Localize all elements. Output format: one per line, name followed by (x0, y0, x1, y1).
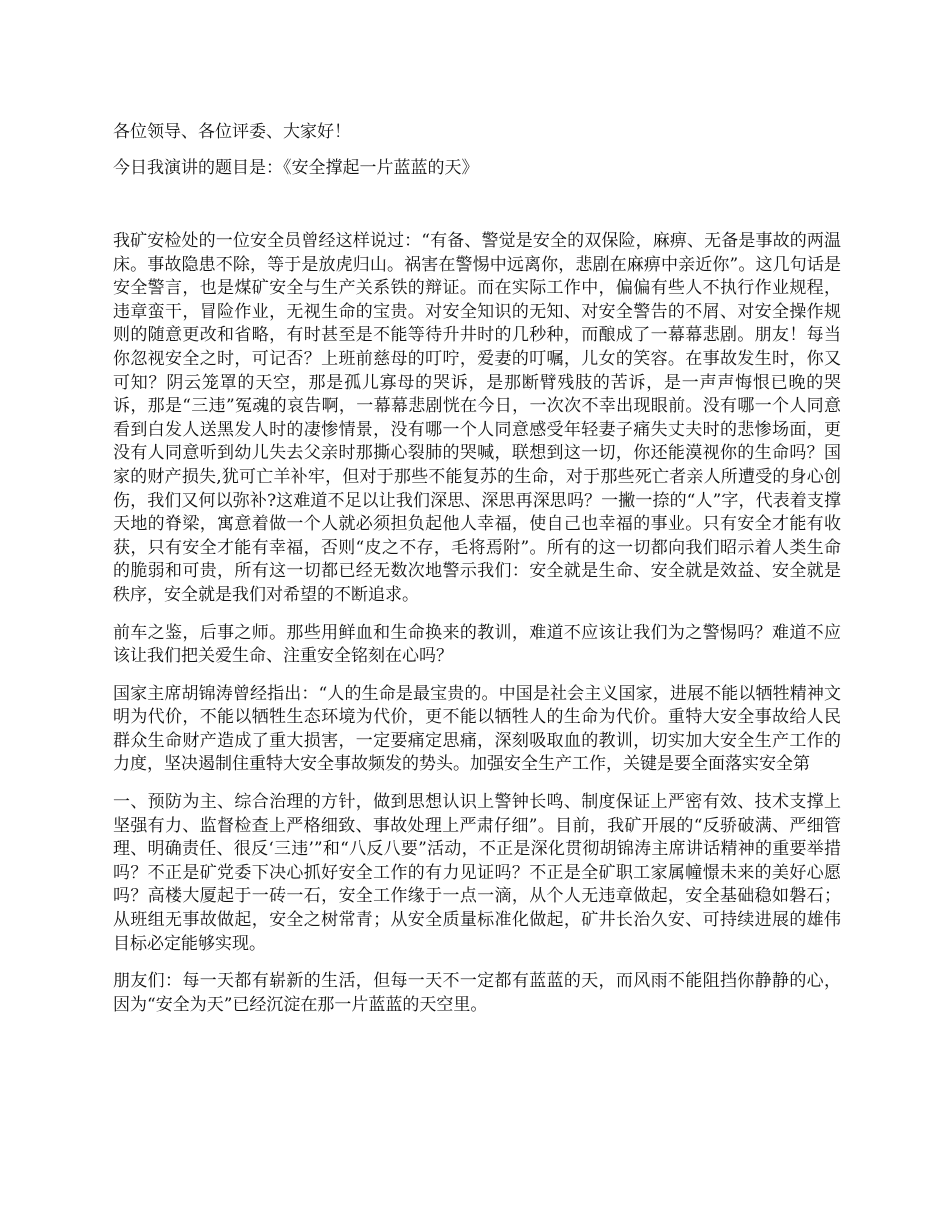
speech-title-line: 今日我演讲的题目是：《安全撑起一片蓝蓝的天》 (113, 158, 479, 178)
body-paragraph-3: 国家主席胡锦涛曾经指出：“人的生命是最宝贵的。中国是社会主义国家，进展不能以牺牲精神文明为代价，不能以牺牲生态环境为代价，更不能以牺牲人的生命为代价。重特大安全事故给人民群众生命财产造成了重大损害，一定要痛定思痛，深刻吸取血的教训，切实加大安全生产工作的力度，坚决遏制住重特大安全事故频发的势头。加强安全生产工作，关键是要全面落实安全第 (113, 683, 841, 775)
body-paragraph-2: 前车之鉴，后事之师。那些用鲜血和生命换来的教训，难道不应该让我们为之警惕吗？难道不应该让我们把关爱生命、注重安全铭刻在心吗？ (113, 622, 841, 667)
blank-gap (113, 180, 841, 230)
greeting-line: 各位领导、各位评委、大家好！ (113, 122, 351, 142)
body-paragraph-1: 我矿安检处的一位安全员曾经这样说过：“有备、警觉是安全的双保险，麻痹、无备是事故的两温床。事故隐患不除，等于是放虎归山。祸害在警惕中远离你，悲剧在麻痹中亲近你”。这几句话是安全警言，也是煤矿安全与生产关系铁的辩证。而在实际工作中，偏偏有些人不执行作业规程，违章蛮干，冒险作业，无视生命的宝贵。对安全知识的无知、对安全警告的不屑、对安全操作规则的随意更改和省略，有时甚至是不能等待升井时的几秒种，而酿成了一幕幕悲剧。朋友！每当你忽视安全之时，可记否？上班前慈母的叮咛，爱妻的叮嘱，儿女的笑容。在事故发生时，你又可知？阴云笼罩的天空，那是孤儿寡母的哭诉，是那断臂残肢的苦诉，是一声声悔恨已晚的哭诉，那是“三违”冤魂的哀告啊，一幕幕悲剧恍在今日，一次次不幸出现眼前。没有哪一个人同意看到白发人送黑发人时的凄惨情景，没有哪一个人同意感受年轻妻子痛失丈夫时的悲惨场面，更没有人同意听到幼儿失去父亲时那撕心裂肺的哭喊，联想到这一切，你还能漠视你的生命吗？国家的财产损失,犹可亡羊补牢，但对于那些不能复苏的生命，对于那些死亡者亲人所遭受的身心创伤，我们又何以弥补?这难道不足以让我们深思、深思再深思吗？一撇一捺的“人”字，代表着支撑天地的脊梁，寓意着做一个人就必须担负起他人幸福，使自己也幸福的事业。只有安全才能有收获，只有安全才能有幸福，否则“皮之不存，毛将焉附”。所有的这一切都向我们昭示着人类生命的脆弱和可贵，所有这一切都已经无数次地警示我们：安全就是生命、安全就是效益、安全就是秩序，安全就是我们对希望的不断追求。 (113, 231, 841, 605)
body-paragraph-4: 一、预防为主、综合治理的方针，做到思想认识上警钟长鸣、制度保证上严密有效、技术支撑上坚强有力、监督检查上严格细致、事故处理上严肃仔细”。目前，我矿开展的“反骄破满、严细管理、明确责任、很反‘三违’”和“八反八要”活动，不正是深化贯彻胡锦涛主席讲话精神的重要举措吗？不正是矿党委下决心抓好安全工作的有力见证吗？不正是全矿职工家属幢憬未来的美好心愿吗？高楼大厦起于一砖一石，安全工作缘于一点一滴，从个人无违章做起，安全基础稳如磐石；从班组无事故做起，安全之树常青；从安全质量标准化做起，矿井长治久安、可持续进展的雄伟目标必定能够实现。 (113, 792, 841, 954)
document-page (113, 120, 841, 1031)
body-paragraph-5: 朋友们：每一天都有崭新的生活，但每一天不一定都有蓝蓝的天，而风雨不能阻挡你静静的心，因为“安全为天”已经沉淀在那一片蓝蓝的天空里。 (113, 971, 841, 1015)
